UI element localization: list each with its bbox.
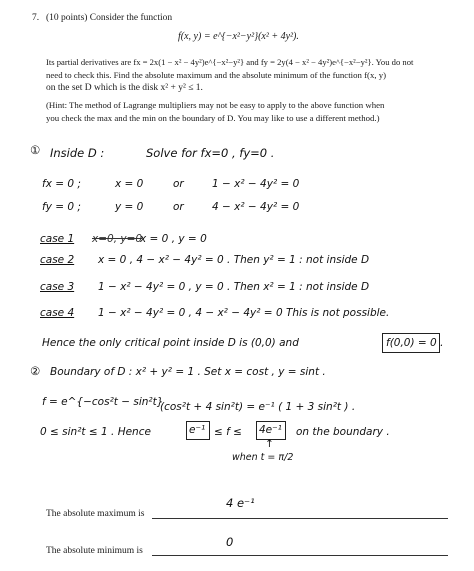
section2-label: ② (30, 364, 41, 378)
row2-fy: fy = 0 ; (42, 201, 81, 213)
max-answer-line (152, 518, 448, 519)
row2-eq: 4 − x² − 4y² = 0 (212, 201, 300, 213)
case1-text: x = 0 , y = 0 (140, 233, 207, 245)
hence-box-text: f(0,0) = 0 . (386, 337, 444, 349)
case1-strikethrough: x=0, y=0 (92, 233, 143, 245)
ineq-box1: e⁻¹ (189, 424, 206, 436)
max-answer-label: The absolute maximum is (46, 509, 145, 519)
problem-hint-line2: you check the max and the min on the boundary of D. You may like to use a different method.) (46, 113, 380, 123)
problem-hint-line1: (Hint: The method of Lagrange multipliers may not be easy to apply to the above function when (46, 100, 385, 110)
problem-partials-line2: need to check this. Find the absolute maximum and the absolute minimum of the function f(x, y) (46, 70, 387, 80)
section1-label: ① (30, 143, 41, 157)
when-text: when t = π/2 (232, 452, 294, 463)
problem-number: 7. (32, 13, 40, 23)
row1-or: or (173, 178, 184, 190)
case2-text: x = 0 , 4 − x² − 4y² = 0 . Then y² = 1 : not inside D (98, 254, 370, 266)
case2-label: case 2 (40, 254, 75, 266)
min-answer-value: 0 (226, 535, 234, 549)
row1-eq: 1 − x² − 4y² = 0 (212, 178, 300, 190)
ineq-tail: on the boundary . (296, 426, 390, 438)
ineq-mid: ≤ f ≤ (214, 426, 242, 438)
section1-title: Inside D : (50, 146, 105, 160)
section2-text: Boundary of D : x² + y² = 1 . Set x = cost , y = sint . (50, 366, 326, 378)
ineq-text: 0 ≤ sin²t ≤ 1 . Hence (40, 426, 151, 438)
case3-label: case 3 (40, 281, 75, 293)
section1-solve: Solve for fx=0 , fy=0 . (146, 146, 275, 160)
up-arrow-icon: ↑ (265, 438, 274, 450)
row1-x: x = 0 (115, 178, 144, 190)
problem-partials-line1: Its partial derivatives are fx = 2x(1 − x² − 4y²)e^{−x²−y²} and fy = 2y(4 − x² − 4y²)e^{−x²−y²}. You do not (46, 57, 414, 67)
hence-text: Hence the only critical point inside D is (0,0) and (42, 337, 299, 349)
min-answer-line (152, 555, 448, 556)
problem-partials-line3: on the set D which is the disk x² + y² ≤ 1. (46, 83, 203, 93)
case4-text: 1 − x² − 4y² = 0 , 4 − x² − 4y² = 0 This is not possible. (98, 307, 390, 319)
row2-y: y = 0 (115, 201, 144, 213)
ineq-box2: 4e⁻¹ (259, 424, 282, 436)
f-equation-2: (cos²t + 4 sin²t) = e⁻¹ ( 1 + 3 sin²t ) . (160, 401, 356, 413)
problem-intro: (10 points) Consider the function (46, 13, 173, 23)
max-answer-value: 4 e⁻¹ (226, 496, 255, 510)
case3-text: 1 − x² − 4y² = 0 , y = 0 . Then x² = 1 : not inside D (98, 281, 370, 293)
f-equation: f = e^{−cos²t − sin²t} (42, 396, 164, 408)
case4-label: case 4 (40, 307, 75, 319)
row1-fx: fx = 0 ; (42, 178, 81, 190)
problem-function: f(x, y) = e^{−x²−y²}(x² + 4y²). (178, 31, 299, 42)
case1-label: case 1 (40, 233, 75, 245)
min-answer-label: The absolute minimum is (46, 546, 143, 556)
row2-or: or (173, 201, 184, 213)
